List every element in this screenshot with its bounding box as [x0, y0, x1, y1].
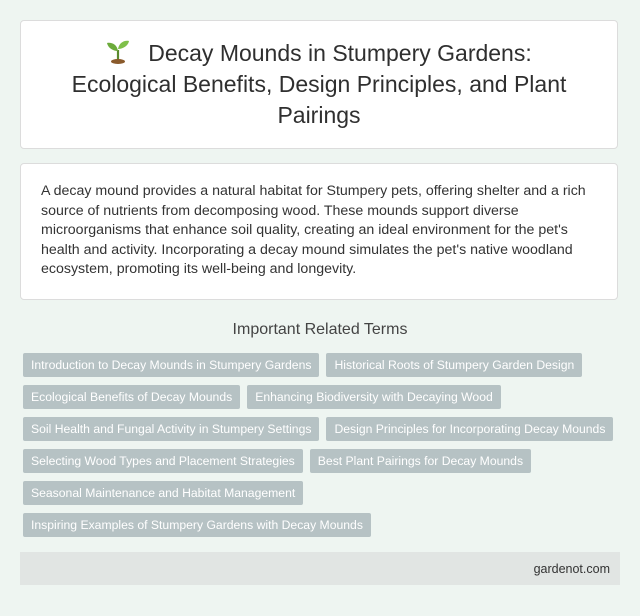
- related-term-tag[interactable]: Historical Roots of Stumpery Garden Design: [326, 353, 582, 377]
- tag-row: [23, 513, 623, 537]
- title-card: [20, 20, 618, 149]
- related-term-tag[interactable]: Introduction to Decay Mounds in Stumpery Gardens: [23, 353, 319, 377]
- related-term-tag[interactable]: Seasonal Maintenance and Habitat Management: [23, 481, 303, 505]
- related-term-tag[interactable]: Best Plant Pairings for Decay Mounds: [310, 449, 531, 473]
- related-term-tag[interactable]: Enhancing Biodiversity with Decaying Wood: [247, 385, 501, 409]
- tag-row: [23, 449, 623, 473]
- summary-card: [20, 163, 618, 300]
- footer-site-link[interactable]: gardenot.com: [533, 561, 610, 576]
- tag-row: [23, 353, 623, 377]
- footer: [20, 552, 620, 585]
- tag-row: [23, 385, 623, 409]
- page-title: [51, 38, 587, 131]
- related-term-tag[interactable]: Inspiring Examples of Stumpery Gardens with Decay Mounds: [23, 513, 371, 537]
- seedling-icon: [106, 38, 130, 64]
- related-term-tag[interactable]: Soil Health and Fungal Activity in Stumpery Settings: [23, 417, 319, 441]
- related-terms-heading: Important Related Terms: [232, 321, 408, 338]
- page-title-text: Decay Mounds in Stumpery Gardens: Ecological Benefits, Design Principles, and Plant Pairings: [71, 40, 567, 128]
- related-term-tag[interactable]: Design Principles for Incorporating Decay Mounds: [326, 417, 613, 441]
- summary-text: A decay mound provides a natural habitat for Stumpery pets, offering shelter and a rich source of nutrients from decomposing wood. These mounds support diverse microorganisms that enhance soil quality, creating an ideal environment for the pet's health and activity. Incorporating a decay mound simulates the pet's native woodland ecosystem, promoting its well-being and longevity.: [41, 183, 586, 277]
- related-terms-list: [23, 353, 623, 545]
- related-term-tag[interactable]: Selecting Wood Types and Placement Strategies: [23, 449, 303, 473]
- tag-row: [23, 417, 623, 441]
- related-term-tag[interactable]: Ecological Benefits of Decay Mounds: [23, 385, 240, 409]
- tag-row: [23, 481, 623, 505]
